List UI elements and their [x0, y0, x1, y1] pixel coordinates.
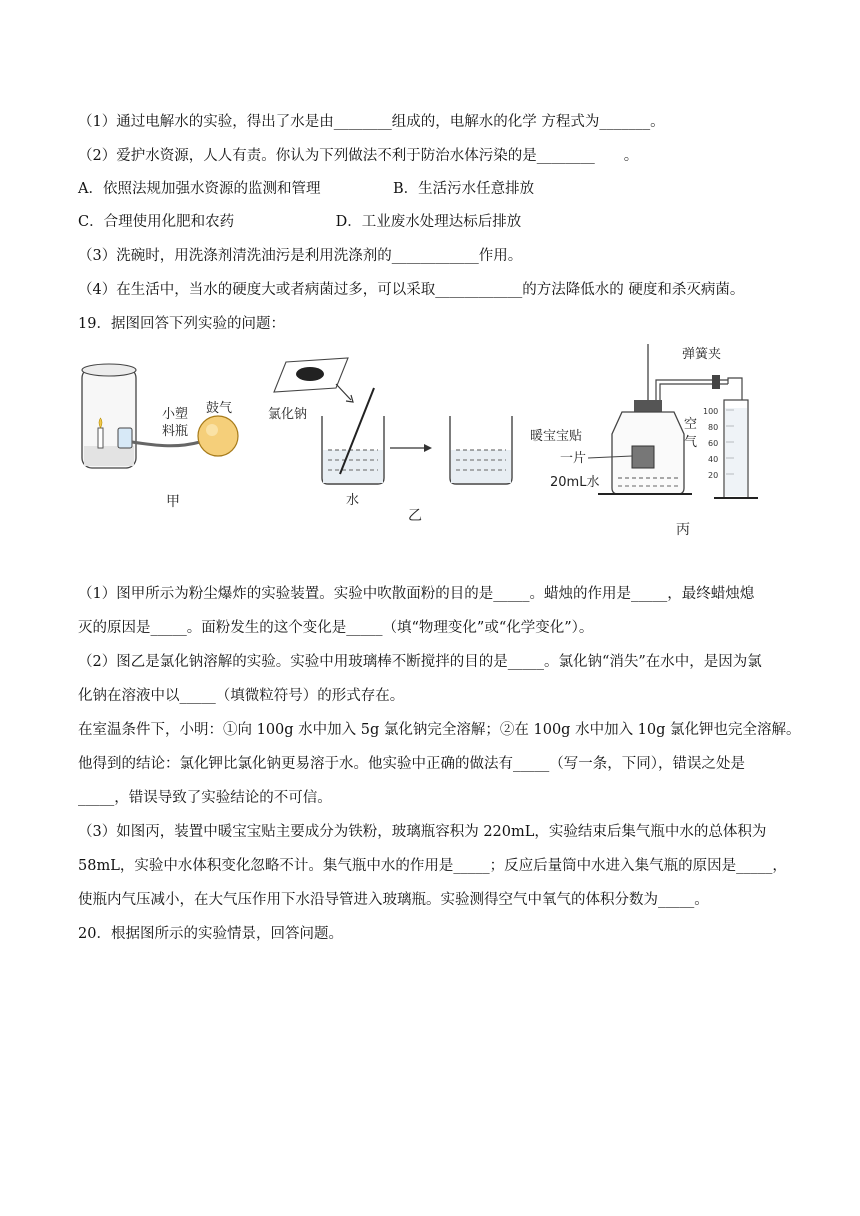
cyl-tick-40: 40	[708, 455, 719, 464]
yi-label-water: 水	[346, 493, 360, 508]
q19-part2-line3: 在室温条件下，小明：①向 100g 水中加入 5g 氯化钠完全溶解；②在 100g 水中加入 10g 氯化钾也完全溶解。	[78, 722, 801, 738]
q19-part2-line5: _____，错误导致了实验结论的不可信。	[78, 790, 332, 806]
q18-part2: （2）爱护水资源，人人有责。你认为下列做法不利于防治水体污染的是________ 。	[78, 148, 639, 164]
q18-option-a-b: A．依照法规加强水资源的监测和管理 B．生活污水任意排放	[78, 181, 535, 197]
figure-jia	[82, 364, 238, 510]
q19-part3-line1: （3）如图丙，装置中暖宝宝贴主要成分为铁粉，玻璃瓶容积为 220mL，实验结束后集气瓶中水的总体积为	[78, 824, 767, 840]
experiment-figure	[78, 338, 798, 538]
cyl-tick-20: 20	[708, 471, 719, 480]
bing-title: 丙	[676, 522, 690, 538]
q20-title: 20．根据图所示的实验情景，回答问题。	[78, 926, 343, 942]
experiment-diagram	[78, 338, 798, 538]
q19-part2-line1: （2）图乙是氯化钠溶解的实验。实验中用玻璃棒不断搅拌的目的是_____。氯化钠“消失”在水中，是因为氯	[78, 654, 762, 670]
cyl-tick-60: 60	[708, 439, 719, 448]
bing-label-pad-1: 暖宝宝贴	[530, 429, 583, 444]
jia-label-bottle-1: 小塑	[162, 407, 189, 422]
q19-part2-line2: 化钠在溶液中以_____（填微粒符号）的形式存在。	[78, 688, 405, 704]
q18-part4: （4）在生活中，当水的硬度大或者病菌过多，可以采取____________的方法降低水的 硬度和杀灭病菌。	[78, 282, 745, 298]
q19-part1-line2: 灭的原因是_____。面粉发生的这个变化是_____（填“物理变化”或“化学变化”）。	[78, 620, 594, 636]
figure-bing	[530, 344, 758, 538]
q18-option-c-d: C．合理使用化肥和农药 D．工业废水处理达标后排放	[78, 214, 522, 230]
q19-part2-line4: 他得到的结论：氯化钾比氯化钠更易溶于水。他实验中正确的做法有_____（写一条，下同），错误之处是	[78, 756, 745, 772]
figure-yi	[268, 358, 512, 524]
q19-part3-line3: 使瓶内气压减小，在大气压作用下水沿导管进入玻璃瓶。实验测得空气中氧气的体积分数为_____。	[78, 892, 709, 908]
q19-part1-line1: （1）图甲所示为粉尘爆炸的实验装置。实验中吹散面粉的目的是_____。蜡烛的作用是_____，最终蜡烛熄	[78, 586, 755, 602]
bing-label-water: 20mL水	[550, 475, 600, 490]
yi-title: 乙	[408, 508, 422, 524]
yi-label-salt: 氯化钠	[268, 407, 308, 422]
q19-title: 19．据图回答下列实验的问题：	[78, 316, 285, 332]
jia-title: 甲	[166, 494, 180, 510]
jia-label-bottle-2: 料瓶	[162, 424, 189, 439]
bing-label-air-2: 气	[684, 435, 698, 450]
bing-label-clip: 弹簧夹	[682, 347, 722, 362]
bing-label-air-1: 空	[684, 417, 698, 432]
cyl-tick-80: 80	[708, 423, 719, 432]
q18-part3: （3）洗碗时，用洗涤剂清洗油污是利用洗涤剂的____________作用。	[78, 248, 523, 264]
jia-label-blow: 鼓气	[206, 401, 233, 416]
cyl-tick-100: 100	[703, 407, 719, 416]
q19-part3-line2: 58mL，实验中水体积变化忽略不计。集气瓶中水的作用是_____；反应后量筒中水进入集气瓶的原因是_____，	[78, 858, 787, 874]
q18-part1: （1）通过电解水的实验，得出了水是由________组成的，电解水的化学 方程式为_______。	[78, 114, 665, 130]
bing-label-pad-2: 一片	[560, 451, 587, 466]
